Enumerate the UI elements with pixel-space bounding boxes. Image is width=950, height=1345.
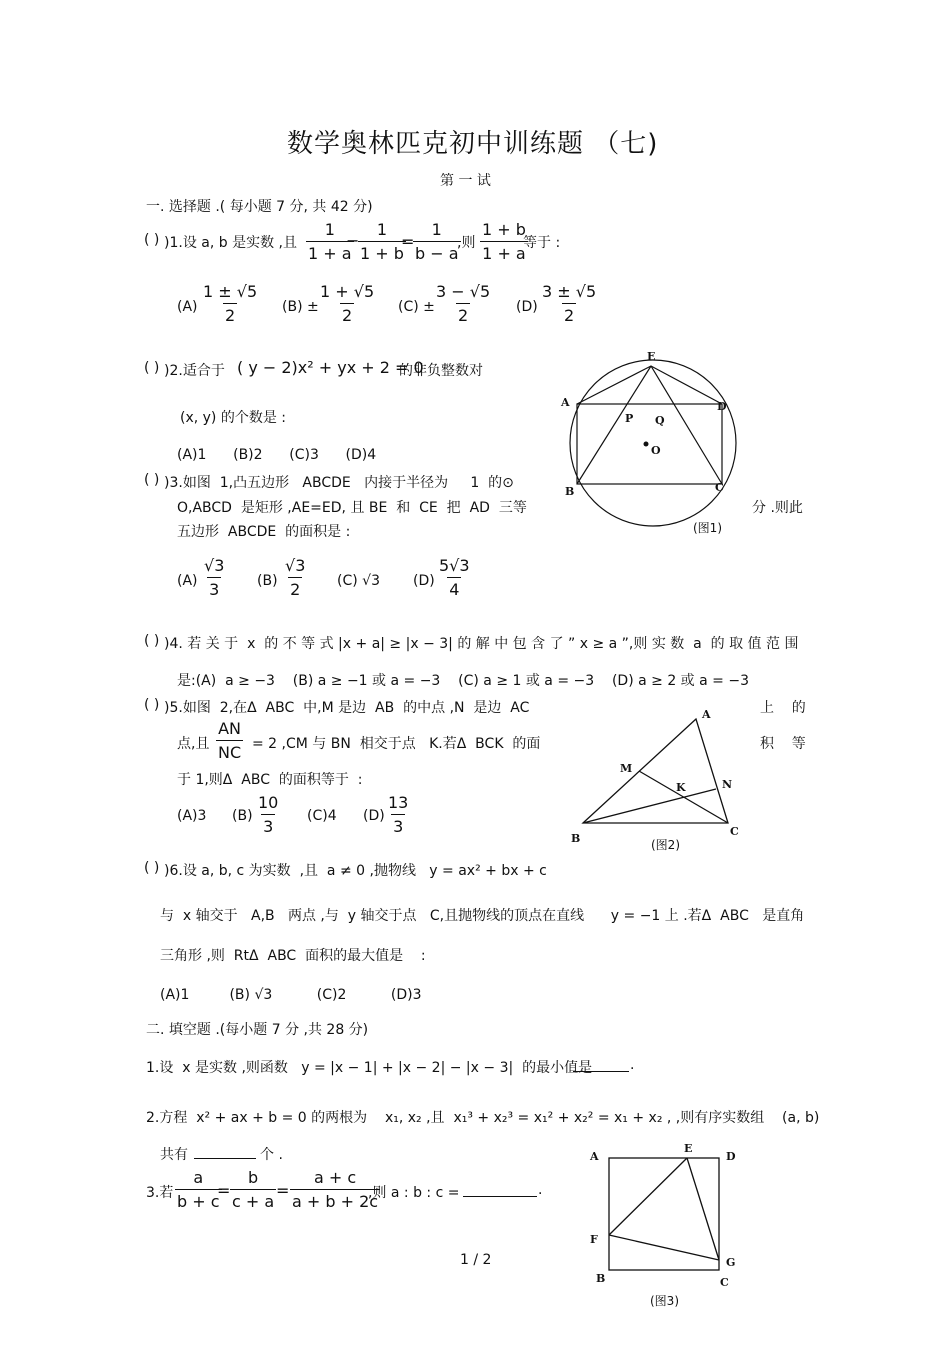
svg-text:F: F <box>590 1233 598 1246</box>
svg-text:E: E <box>684 1142 693 1155</box>
answer-paren: ( ) <box>144 360 160 376</box>
q2-options: (A)1 (B)2 (C)3 (D)4 <box>177 447 377 463</box>
q1-frac-4: $\frac{1 + b}{1 + a}$ <box>482 220 526 263</box>
svg-text:P: P <box>625 412 634 425</box>
page-subtitle: 第 一 试 <box>440 173 491 189</box>
answer-paren: ( ) <box>144 697 160 713</box>
svg-text:N: N <box>722 778 733 791</box>
answer-blank[interactable] <box>463 1184 537 1197</box>
page-number: 1 / 2 <box>460 1252 492 1268</box>
page-title: 数学奥林匹克初中训练题 （七) <box>287 129 659 159</box>
svg-text:B: B <box>571 832 581 845</box>
answer-paren: ( ) <box>144 633 160 649</box>
svg-text:A: A <box>561 396 570 409</box>
svg-text:B: B <box>596 1272 606 1285</box>
svg-text:A: A <box>702 708 711 721</box>
figure-2-caption: (图2) <box>651 838 680 852</box>
q1-frac-3: $\frac{1}{b - a}$ <box>415 220 459 263</box>
figure-3-caption: (图3) <box>650 1294 679 1308</box>
q6-options: (A)1 (B) √3 (C)2 (D)3 <box>160 987 422 1003</box>
answer-paren: ( ) <box>144 860 160 876</box>
svg-text:C: C <box>730 825 739 838</box>
svg-text:K: K <box>676 781 686 794</box>
q1-frac-2: $\frac{1}{1 + b}$ <box>360 220 404 263</box>
section-choice-heading: 一. 选择题 .( 每小题 7 分, 共 42 分) <box>146 199 373 215</box>
q1-option-c: (C) ± <box>398 299 435 315</box>
q1-option-b: (B) ± <box>282 299 319 315</box>
q1-option-a: (A) <box>177 299 198 315</box>
answer-paren: ( ) <box>144 472 160 488</box>
q1-option-d: (D) <box>516 299 538 315</box>
svg-text:E: E <box>647 350 656 363</box>
answer-blank[interactable] <box>573 1059 629 1072</box>
figure-3 <box>584 1140 744 1310</box>
svg-text:C: C <box>720 1276 729 1289</box>
svg-text:D: D <box>726 1150 736 1163</box>
figure-1-caption: (图1) <box>693 521 722 535</box>
section-fill-heading: 二. 填空题 .(每小题 7 分 ,共 28 分) <box>146 1022 369 1038</box>
svg-text:A: A <box>590 1150 599 1163</box>
answer-paren: ( ) <box>144 232 160 248</box>
figure-1 <box>555 348 745 538</box>
svg-text:M: M <box>620 762 633 775</box>
svg-text:Q: Q <box>655 414 665 427</box>
q1-frac-1: $\frac{1}{1 + a}$ <box>308 220 352 263</box>
svg-text:O: O <box>651 444 661 457</box>
svg-text:G: G <box>726 1256 736 1269</box>
q2-equation: ( y − 2)x² + yx + 2 = 0 <box>237 358 424 377</box>
q1-prefix: )1.设 a, b 是实数 ,且 <box>164 235 297 251</box>
svg-text:B: B <box>565 485 575 498</box>
svg-text:D: D <box>717 400 727 413</box>
figure-2 <box>568 703 748 858</box>
answer-blank[interactable] <box>194 1146 256 1159</box>
svg-text:C: C <box>715 481 724 494</box>
